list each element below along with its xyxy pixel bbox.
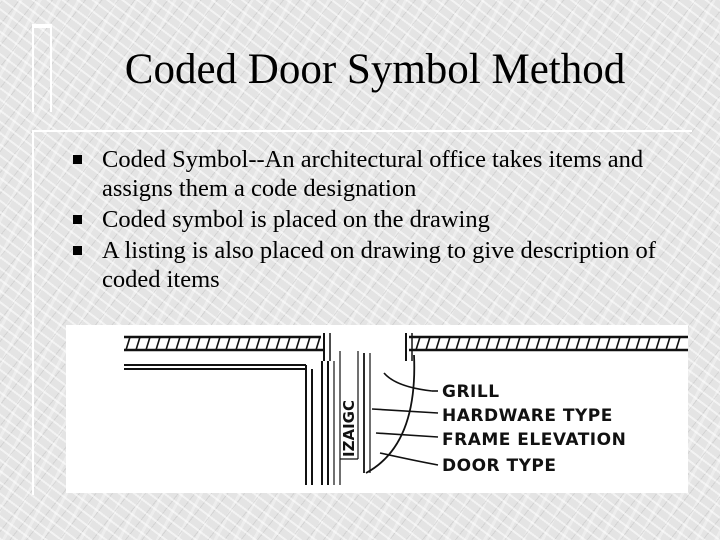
bullet-text: Coded Symbol--An architectural office takes items and assigns them a code designation — [102, 146, 644, 202]
wall-left — [124, 333, 330, 361]
bullet-list — [70, 145, 715, 296]
callout-door-type: DOOR TYPE — [442, 456, 557, 476]
bullet-item — [70, 236, 715, 294]
door-plan-sketch — [66, 325, 688, 493]
callout-grill: GRILL — [442, 382, 500, 402]
callout-frame-elevation: FRAME ELEVATION — [442, 430, 627, 450]
code-designation: IZAIGC — [340, 400, 358, 457]
bullet-item — [70, 145, 715, 203]
bullet-text: Coded symbol is placed on the drawing — [102, 206, 490, 233]
wall-right — [406, 333, 688, 361]
decorative-bracket — [32, 26, 52, 112]
callout-hardware-type: HARDWARE TYPE — [442, 406, 613, 426]
square-bullet-icon — [73, 246, 82, 255]
frame-line-top — [32, 130, 692, 132]
door-frame — [124, 351, 414, 485]
leader-lines — [372, 373, 438, 465]
square-bullet-icon — [73, 215, 82, 224]
bullet-text: A listing is also placed on drawing to give description of coded items — [102, 237, 656, 293]
bullet-item — [70, 205, 715, 234]
frame-line-left — [32, 130, 34, 495]
door-symbol-drawing — [66, 325, 688, 493]
square-bullet-icon — [73, 155, 82, 164]
slide-title: Coded Door Symbol Method — [124, 46, 626, 93]
